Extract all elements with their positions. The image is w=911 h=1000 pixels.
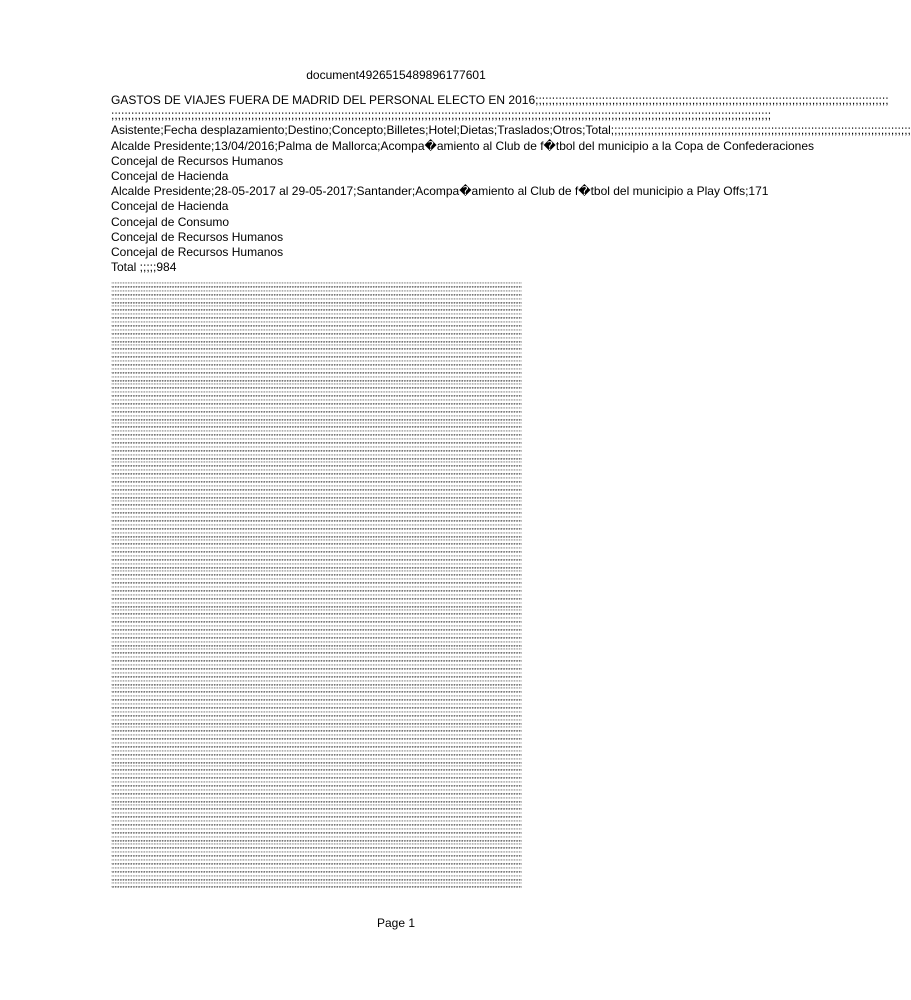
data-row: Concejal de Recursos Humanos [111, 153, 284, 168]
empty-csv-row: ;;;;;;;;;;;;;;;;;;;;;;;;;;;;;;;;;;;;;;;;;;;;;;;;;;;;;;;;;;;;;;;;;;;;;;;;;;;;;;;;;;;;;;;;;;;;;;;;;;;;;;;;;;;;;;;;;;;;;;;;;;;;;;;;;;;;;;;;;;;;;;;;;;;;;;;;;;;;;;;;;;;;;;;;;;;;;;;;;;;;;;;;;;;;;;;;;;;;;;;;;;;;;;;;;;;;;;;;;;;;;;;;;;;;;;;;;;;;;;;;;;;;;;;;;;;;; [111, 334, 522, 344]
empty-csv-row: ;;;;;;;;;;;;;;;;;;;;;;;;;;;;;;;;;;;;;;;;;;;;;;;;;;;;;;;;;;;;;;;;;;;;;;;;;;;;;;;;;;;;;;;;;;;;;;;;;;;;;;;;;;;;;;;;;;;;;;;;;;;;;;;;;;;;;;;;;;;;;;;;;;;;;;;;;;;;;;;;;;;;;;;;;;;;;;;;;;;;;;;;;;;;;;;;;;;;;;;;;;;;;;;;;;;;;;;;;;;;;;;;;;;;;;;;;;;;;;;;;;;;;;;;;;;;; [111, 280, 522, 289]
empty-csv-row: ;;;;;;;;;;;;;;;;;;;;;;;;;;;;;;;;;;;;;;;;;;;;;;;;;;;;;;;;;;;;;;;;;;;;;;;;;;;;;;;;;;;;;;;;;;;;;;;;;;;;;;;;;;;;;;;;;;;;;;;;;;;;;;;;;;;;;;;;;;;;;;;;;;;;;;;;;;;;;;;;;;;;;;;;;;;;;;;;;;;;;;;;;;;;;;;;;;;;;;;;;;;;;;;;;;;;;;;;;;;;;;;;;;;;;;;;;;;;;;;;;;;;;;;;;;;;; [111, 568, 522, 578]
data-row: Alcalde Presidente;28-05-2017 al 29-05-2017;Santander;Acompa�amiento al Club de f�tbol del municipio a Play Offs;171 [111, 184, 769, 199]
empty-csv-row: ;;;;;;;;;;;;;;;;;;;;;;;;;;;;;;;;;;;;;;;;;;;;;;;;;;;;;;;;;;;;;;;;;;;;;;;;;;;;;;;;;;;;;;;;;;;;;;;;;;;;;;;;;;;;;;;;;;;;;;;;;;;;;;;;;;;;;;;;;;;;;;;;;;;;;;;;;;;;;;;;;;;;;;;;;;;;;;;;;;;;;;;;;;;;;;;;;;;;;;;;;;;;;;;;;;;;;;;;;;;;;;;;;;;;;;;;;;;;;;;;;;;;;;;;;;;;; [111, 864, 522, 874]
empty-csv-row: ;;;;;;;;;;;;;;;;;;;;;;;;;;;;;;;;;;;;;;;;;;;;;;;;;;;;;;;;;;;;;;;;;;;;;;;;;;;;;;;;;;;;;;;;;;;;;;;;;;;;;;;;;;;;;;;;;;;;;;;;;;;;;;;;;;;;;;;;;;;;;;;;;;;;;;;;;;;;;;;;;;;;;;;;;;;;;;;;;;;;;;;;;;;;;;;;;;;;;;;;;;;;;;;;;;;;;;;;;;;;;;;;;;;;;;;;;;;;;;;;;;;;;;;;;;;;; [111, 856, 522, 866]
empty-csv-row: ;;;;;;;;;;;;;;;;;;;;;;;;;;;;;;;;;;;;;;;;;;;;;;;;;;;;;;;;;;;;;;;;;;;;;;;;;;;;;;;;;;;;;;;;;;;;;;;;;;;;;;;;;;;;;;;;;;;;;;;;;;;;;;;;;;;;;;;;;;;;;;;;;;;;;;;;;;;;;;;;;;;;;;;;;;;;;;;;;;;;;;;;;;;;;;;;;;;;;;;;;;;;;;;;;;;;;;;;;;;;;;;;;;;;;;;;;;;;;;;;;;;;;;;;;;;;; [111, 841, 522, 851]
empty-csv-row: ;;;;;;;;;;;;;;;;;;;;;;;;;;;;;;;;;;;;;;;;;;;;;;;;;;;;;;;;;;;;;;;;;;;;;;;;;;;;;;;;;;;;;;;;;;;;;;;;;;;;;;;;;;;;;;;;;;;;;;;;;;;;;;;;;;;;;;;;;;;;;;;;;;;;;;;;;;;;;;;;;;;;;;;;;;;;;;;;;;;;;;;;;;;;;;;;;;;;;;;;;;;;;;;;;;;;;;;;;;;;;;;;;;;;;;;;;;;;;;;;;;;;;;;;;;;;; [111, 630, 522, 640]
empty-csv-row: ;;;;;;;;;;;;;;;;;;;;;;;;;;;;;;;;;;;;;;;;;;;;;;;;;;;;;;;;;;;;;;;;;;;;;;;;;;;;;;;;;;;;;;;;;;;;;;;;;;;;;;;;;;;;;;;;;;;;;;;;;;;;;;;;;;;;;;;;;;;;;;;;;;;;;;;;;;;;;;;;;;;;;;;;;;;;;;;;;;;;;;;;;;;;;;;;;;;;;;;;;;;;;;;;;;;;;;;;;;;;;;;;;;;;;;;;;;;;;;;;;;;;;;;;;;;;; [111, 459, 522, 469]
empty-csv-row: ;;;;;;;;;;;;;;;;;;;;;;;;;;;;;;;;;;;;;;;;;;;;;;;;;;;;;;;;;;;;;;;;;;;;;;;;;;;;;;;;;;;;;;;;;;;;;;;;;;;;;;;;;;;;;;;;;;;;;;;;;;;;;;;;;;;;;;;;;;;;;;;;;;;;;;;;;;;;;;;;;;;;;;;;;;;;;;;;;;;;;;;;;;;;;;;;;;;;;;;;;;;;;;;;;;;;;;;;;;;;;;;;;;;;;;;;;;;;;;;;;;;;;;;;;;;;; [111, 412, 522, 422]
empty-csv-row: ;;;;;;;;;;;;;;;;;;;;;;;;;;;;;;;;;;;;;;;;;;;;;;;;;;;;;;;;;;;;;;;;;;;;;;;;;;;;;;;;;;;;;;;;;;;;;;;;;;;;;;;;;;;;;;;;;;;;;;;;;;;;;;;;;;;;;;;;;;;;;;;;;;;;;;;;;;;;;;;;;;;;;;;;;;;;;;;;;;;;;;;;;;;;;;;;;;;;;;;;;;;;;;;;;;;;;;;;;;;;;;;;;;;;;;;;;;;;;;;;;;;;;;;;;;;;; [111, 654, 522, 664]
empty-csv-row: ;;;;;;;;;;;;;;;;;;;;;;;;;;;;;;;;;;;;;;;;;;;;;;;;;;;;;;;;;;;;;;;;;;;;;;;;;;;;;;;;;;;;;;;;;;;;;;;;;;;;;;;;;;;;;;;;;;;;;;;;;;;;;;;;;;;;;;;;;;;;;;;;;;;;;;;;;;;;;;;;;;;;;;;;;;;;;;;;;;;;;;;;;;;;;;;;;;;;;;;;;;;;;;;;;;;;;;;;;;;;;;;;;;;;;;;;;;;;;;;;;;;;;;;;;;;;; [111, 786, 522, 796]
empty-csv-row: ;;;;;;;;;;;;;;;;;;;;;;;;;;;;;;;;;;;;;;;;;;;;;;;;;;;;;;;;;;;;;;;;;;;;;;;;;;;;;;;;;;;;;;;;;;;;;;;;;;;;;;;;;;;;;;;;;;;;;;;;;;;;;;;;;;;;;;;;;;;;;;;;;;;;;;;;;;;;;;;;;;;;;;;;;;;;;;;;;;;;;;;;;;;;;;;;;;;;;;;;;;;;;;;;;;;;;;;;;;;;;;;;;;;;;;;;;;;;;;;;;;;;;;;;;;;;; [111, 552, 522, 562]
empty-csv-row: ;;;;;;;;;;;;;;;;;;;;;;;;;;;;;;;;;;;;;;;;;;;;;;;;;;;;;;;;;;;;;;;;;;;;;;;;;;;;;;;;;;;;;;;;;;;;;;;;;;;;;;;;;;;;;;;;;;;;;;;;;;;;;;;;;;;;;;;;;;;;;;;;;;;;;;;;;;;;;;;;;;;;;;;;;;;;;;;;;;;;;;;;;;;;;;;;;;;;;;;;;;;;;;;;;;;;;;;;;;;;;;;;;;;;;;;;;;;;;;;;;;;;;;;;;;;;; [111, 584, 522, 594]
empty-csv-row: ;;;;;;;;;;;;;;;;;;;;;;;;;;;;;;;;;;;;;;;;;;;;;;;;;;;;;;;;;;;;;;;;;;;;;;;;;;;;;;;;;;;;;;;;;;;;;;;;;;;;;;;;;;;;;;;;;;;;;;;;;;;;;;;;;;;;;;;;;;;;;;;;;;;;;;;;;;;;;;;;;;;;;;;;;;;;;;;;;;;;;;;;;;;;;;;;;;;;;;;;;;;;;;;;;;;;;;;;;;;;;;;;;;;;;;;;;;;;;;;;;;;;;;;;;;;;; [111, 381, 522, 391]
data-row: Concejal de Consumo [111, 214, 230, 229]
empty-csv-rows [111, 281, 792, 894]
data-row: Concejal de Recursos Humanos [111, 229, 284, 244]
empty-csv-row: ;;;;;;;;;;;;;;;;;;;;;;;;;;;;;;;;;;;;;;;;;;;;;;;;;;;;;;;;;;;;;;;;;;;;;;;;;;;;;;;;;;;;;;;;;;;;;;;;;;;;;;;;;;;;;;;;;;;;;;;;;;;;;;;;;;;;;;;;;;;;;;;;;;;;;;;;;;;;;;;;;;;;;;;;;;;;;;;;;;;;;;;;;;;;;;;;;;;;;;;;;;;;;;;;;;;;;;;;;;;;;;;;;;;;;;;;;;;;;;;;;;;;;;;;;;;;; [111, 498, 522, 508]
empty-csv-row: ;;;;;;;;;;;;;;;;;;;;;;;;;;;;;;;;;;;;;;;;;;;;;;;;;;;;;;;;;;;;;;;;;;;;;;;;;;;;;;;;;;;;;;;;;;;;;;;;;;;;;;;;;;;;;;;;;;;;;;;;;;;;;;;;;;;;;;;;;;;;;;;;;;;;;;;;;;;;;;;;;;;;;;;;;;;;;;;;;;;;;;;;;;;;;;;;;;;;;;;;;;;;;;;;;;;;;;;;;;;;;;;;;;;;;;;;;;;;;;;;;;;;;;;;;;;;; [111, 365, 522, 375]
empty-csv-row: ;;;;;;;;;;;;;;;;;;;;;;;;;;;;;;;;;;;;;;;;;;;;;;;;;;;;;;;;;;;;;;;;;;;;;;;;;;;;;;;;;;;;;;;;;;;;;;;;;;;;;;;;;;;;;;;;;;;;;;;;;;;;;;;;;;;;;;;;;;;;;;;;;;;;;;;;;;;;;;;;;;;;;;;;;;;;;;;;;;;;;;;;;;;;;;;;;;;;;;;;;;;;;;;;;;;;;;;;;;;;;;;;;;;;;;;;;;;;;;;;;;;;;;;;;;;;; [111, 591, 522, 601]
empty-csv-row: ;;;;;;;;;;;;;;;;;;;;;;;;;;;;;;;;;;;;;;;;;;;;;;;;;;;;;;;;;;;;;;;;;;;;;;;;;;;;;;;;;;;;;;;;;;;;;;;;;;;;;;;;;;;;;;;;;;;;;;;;;;;;;;;;;;;;;;;;;;;;;;;;;;;;;;;;;;;;;;;;;;;;;;;;;;;;;;;;;;;;;;;;;;;;;;;;;;;;;;;;;;;;;;;;;;;;;;;;;;;;;;;;;;;;;;;;;;;;;;;;;;;;;;;;;;;;; [111, 732, 522, 742]
empty-csv-row: ;;;;;;;;;;;;;;;;;;;;;;;;;;;;;;;;;;;;;;;;;;;;;;;;;;;;;;;;;;;;;;;;;;;;;;;;;;;;;;;;;;;;;;;;;;;;;;;;;;;;;;;;;;;;;;;;;;;;;;;;;;;;;;;;;;;;;;;;;;;;;;;;;;;;;;;;;;;;;;;;;;;;;;;;;;;;;;;;;;;;;;;;;;;;;;;;;;;;;;;;;;;;;;;;;;;;;;;;;;;;;;;;;;;;;;;;;;;;;;;;;;;;;;;;;;;;; [111, 623, 522, 633]
empty-csv-row: ;;;;;;;;;;;;;;;;;;;;;;;;;;;;;;;;;;;;;;;;;;;;;;;;;;;;;;;;;;;;;;;;;;;;;;;;;;;;;;;;;;;;;;;;;;;;;;;;;;;;;;;;;;;;;;;;;;;;;;;;;;;;;;;;;;;;;;;;;;;;;;;;;;;;;;;;;;;;;;;;;;;;;;;;;;;;;;;;;;;;;;;;;;;;;;;;;;;;;;;;;;;;;;;;;;;;;;;;;;;;;;;;;;;;;;;;;;;;;;;;;;;;;;;;;;;;; [111, 833, 522, 843]
empty-csv-row: ;;;;;;;;;;;;;;;;;;;;;;;;;;;;;;;;;;;;;;;;;;;;;;;;;;;;;;;;;;;;;;;;;;;;;;;;;;;;;;;;;;;;;;;;;;;;;;;;;;;;;;;;;;;;;;;;;;;;;;;;;;;;;;;;;;;;;;;;;;;;;;;;;;;;;;;;;;;;;;;;;;;;;;;;;;;;;;;;;;;;;;;;;;;;;;;;;;;;;;;;;;;;;;;;;;;;;;;;;;;;;;;;;;;;;;;;;;;;;;;;;;;;;;;;;;;;; [111, 716, 522, 726]
empty-csv-row: ;;;;;;;;;;;;;;;;;;;;;;;;;;;;;;;;;;;;;;;;;;;;;;;;;;;;;;;;;;;;;;;;;;;;;;;;;;;;;;;;;;;;;;;;;;;;;;;;;;;;;;;;;;;;;;;;;;;;;;;;;;;;;;;;;;;;;;;;;;;;;;;;;;;;;;;;;;;;;;;;;;;;;;;;;;;;;;;;;;;;;;;;;;;;;;;;;;;;;;;;;;;;;;;;;;;;;;;;;;;;;;;;;;;;;;;;;;;;;;;;;;;;;;;;;;;;; [111, 576, 522, 586]
empty-csv-row: ;;;;;;;;;;;;;;;;;;;;;;;;;;;;;;;;;;;;;;;;;;;;;;;;;;;;;;;;;;;;;;;;;;;;;;;;;;;;;;;;;;;;;;;;;;;;;;;;;;;;;;;;;;;;;;;;;;;;;;;;;;;;;;;;;;;;;;;;;;;;;;;;;;;;;;;;;;;;;;;;;;;;;;;;;;;;;;;;;;;;;;;;;;;;;;;;;;;;;;;;;;;;;;;;;;;;;;;;;;;;;;;;;;;;;;;;;;;;;;;;;;;;;;;;;;;;; [111, 849, 522, 859]
empty-csv-row: ;;;;;;;;;;;;;;;;;;;;;;;;;;;;;;;;;;;;;;;;;;;;;;;;;;;;;;;;;;;;;;;;;;;;;;;;;;;;;;;;;;;;;;;;;;;;;;;;;;;;;;;;;;;;;;;;;;;;;;;;;;;;;;;;;;;;;;;;;;;;;;;;;;;;;;;;;;;;;;;;;;;;;;;;;;;;;;;;;;;;;;;;;;;;;;;;;;;;;;;;;;;;;;;;;;;;;;;;;;;;;;;;;;;;;;;;;;;;;;;;;;;;;;;;;;;;; [111, 521, 522, 531]
document-body [111, 93, 911, 275]
empty-csv-row: ;;;;;;;;;;;;;;;;;;;;;;;;;;;;;;;;;;;;;;;;;;;;;;;;;;;;;;;;;;;;;;;;;;;;;;;;;;;;;;;;;;;;;;;;;;;;;;;;;;;;;;;;;;;;;;;;;;;;;;;;;;;;;;;;;;;;;;;;;;;;;;;;;;;;;;;;;;;;;;;;;;;;;;;;;;;;;;;;;;;;;;;;;;;;;;;;;;;;;;;;;;;;;;;;;;;;;;;;;;;;;;;;;;;;;;;;;;;;;;;;;;;;;;;;;;;;; [111, 646, 522, 656]
empty-csv-row: ;;;;;;;;;;;;;;;;;;;;;;;;;;;;;;;;;;;;;;;;;;;;;;;;;;;;;;;;;;;;;;;;;;;;;;;;;;;;;;;;;;;;;;;;;;;;;;;;;;;;;;;;;;;;;;;;;;;;;;;;;;;;;;;;;;;;;;;;;;;;;;;;;;;;;;;;;;;;;;;;;;;;;;;;;;;;;;;;;;;;;;;;;;;;;;;;;;;;;;;;;;;;;;;;;;;;;;;;;;;;;;;;;;;;;;;;;;;;;;;;;;;;;;;;;;;;; [111, 724, 522, 734]
empty-csv-row: ;;;;;;;;;;;;;;;;;;;;;;;;;;;;;;;;;;;;;;;;;;;;;;;;;;;;;;;;;;;;;;;;;;;;;;;;;;;;;;;;;;;;;;;;;;;;;;;;;;;;;;;;;;;;;;;;;;;;;;;;;;;;;;;;;;;;;;;;;;;;;;;;;;;;;;;;;;;;;;;;;;;;;;;;;;;;;;;;;;;;;;;;;;;;;;;;;;;;;;;;;;;;;;;;;;;;;;;;;;;;;;;;;;;;;;;;;;;;;;;;;;;;;;;;;;;;; [111, 474, 522, 484]
empty-csv-row: ;;;;;;;;;;;;;;;;;;;;;;;;;;;;;;;;;;;;;;;;;;;;;;;;;;;;;;;;;;;;;;;;;;;;;;;;;;;;;;;;;;;;;;;;;;;;;;;;;;;;;;;;;;;;;;;;;;;;;;;;;;;;;;;;;;;;;;;;;;;;;;;;;;;;;;;;;;;;;;;;;;;;;;;;;;;;;;;;;;;;;;;;;;;;;;;;;;;;;;;;;;;;;;;;;;;;;;;;;;;;;;;;;;;;;;;;;;;;;;;;;;;;;;;;;;;;; [111, 357, 522, 367]
report-heading: GASTOS DE VIAJES FUERA DE MADRID DEL PERSONAL ELECTO EN 2016;;;;;;;;;;;;;;;;;;;;;;;;;;;;;;;;;;;;;;;;;;;;;;;;;;;;;;;;;;;;;;;;;;;;;;;;;;;;;;;;;;;;;;;;;;;;;;;;;;;;;;;;;; [111, 93, 889, 107]
total-row: Total ;;;;;984 [111, 260, 177, 275]
data-row: Concejal de Hacienda [111, 168, 229, 183]
empty-csv-row: ;;;;;;;;;;;;;;;;;;;;;;;;;;;;;;;;;;;;;;;;;;;;;;;;;;;;;;;;;;;;;;;;;;;;;;;;;;;;;;;;;;;;;;;;;;;;;;;;;;;;;;;;;;;;;;;;;;;;;;;;;;;;;;;;;;;;;;;;;;;;;;;;;;;;;;;;;;;;;;;;;;;;;;;;;;;;;;;;;;;;;;;;;;;;;;;;;;;;;;;;;;;;;;;;;;;;;;;;;;;;;;;;;;;;;;;;;;;;;;;;;;;;;;;;;;;;; [111, 451, 522, 461]
empty-csv-row: ;;;;;;;;;;;;;;;;;;;;;;;;;;;;;;;;;;;;;;;;;;;;;;;;;;;;;;;;;;;;;;;;;;;;;;;;;;;;;;;;;;;;;;;;;;;;;;;;;;;;;;;;;;;;;;;;;;;;;;;;;;;;;;;;;;;;;;;;;;;;;;;;;;;;;;;;;;;;;;;;;;;;;;;;;;;;;;;;;;;;;;;;;;;;;;;;;;;;;;;;;;;;;;;;;;;;;;;;;;;;;;;;;;;;;;;;;;;;;;;;;;;;;;;;;;;;; [111, 872, 522, 882]
page-number: Page 1 [376, 916, 416, 930]
empty-csv-row: ;;;;;;;;;;;;;;;;;;;;;;;;;;;;;;;;;;;;;;;;;;;;;;;;;;;;;;;;;;;;;;;;;;;;;;;;;;;;;;;;;;;;;;;;;;;;;;;;;;;;;;;;;;;;;;;;;;;;;;;;;;;;;;;;;;;;;;;;;;;;;;;;;;;;;;;;;;;;;;;;;;;;;;;;;;;;;;;;;;;;;;;;;;;;;;;;;;;;;;;;;;;;;;;;;;;;;;;;;;;;;;;;;;;;;;;;;;;;;;;;;;;;;;;;;;;;; [111, 545, 522, 555]
data-row: Alcalde Presidente;13/04/2016;Palma de Mallorca;Acompa�amiento al Club de f�tbol del municipio a la Copa de Confederaciones [111, 138, 815, 153]
empty-csv-row: ;;;;;;;;;;;;;;;;;;;;;;;;;;;;;;;;;;;;;;;;;;;;;;;;;;;;;;;;;;;;;;;;;;;;;;;;;;;;;;;;;;;;;;;;;;;;;;;;;;;;;;;;;;;;;;;;;;;;;;;;;;;;;;;;;;;;;;;;;;;;;;;;;;;;;;;;;;;;;;;;;;;;;;;;;;;;;;;;;;;;;;;;;;;;;;;;;;;;;;;;;;;;;;;;;;;;;;;;;;;;;;;;;;;;;;;;;;;;;;;;;;;;;;;;;;;;; [111, 373, 522, 383]
empty-csv-row: ;;;;;;;;;;;;;;;;;;;;;;;;;;;;;;;;;;;;;;;;;;;;;;;;;;;;;;;;;;;;;;;;;;;;;;;;;;;;;;;;;;;;;;;;;;;;;;;;;;;;;;;;;;;;;;;;;;;;;;;;;;;;;;;;;;;;;;;;;;;;;;;;;;;;;;;;;;;;;;;;;;;;;;;;;;;;;;;;;;;;;;;;;;;;;;;;;;;;;;;;;;;;;;;;;;;;;;;;;;;;;;;;;;;;;;;;;;;;;;;;;;;;;;;;;;;;; [111, 747, 522, 757]
empty-csv-row: ;;;;;;;;;;;;;;;;;;;;;;;;;;;;;;;;;;;;;;;;;;;;;;;;;;;;;;;;;;;;;;;;;;;;;;;;;;;;;;;;;;;;;;;;;;;;;;;;;;;;;;;;;;;;;;;;;;;;;;;;;;;;;;;;;;;;;;;;;;;;;;;;;;;;;;;;;;;;;;;;;;;;;;;;;;;;;;;;;;;;;;;;;;;;;;;;;;;;;;;;;;;;;;;;;;;;;;;;;;;;;;;;;;;;;;;;;;;;;;;;;;;;;;;;;;;;; [111, 825, 522, 835]
empty-csv-row: ;;;;;;;;;;;;;;;;;;;;;;;;;;;;;;;;;;;;;;;;;;;;;;;;;;;;;;;;;;;;;;;;;;;;;;;;;;;;;;;;;;;;;;;;;;;;;;;;;;;;;;;;;;;;;;;;;;;;;;;;;;;;;;;;;;;;;;;;;;;;;;;;;;;;;;;;;;;;;;;;;;;;;;;;;;;;;;;;;;;;;;;;;;;;;;;;;;;;;;;;;;;;;;;;;;;;;;;;;;;;;;;;;;;;;;;;;;;;;;;;;;;;;;;;;;;;; [111, 708, 522, 718]
empty-csv-row: ;;;;;;;;;;;;;;;;;;;;;;;;;;;;;;;;;;;;;;;;;;;;;;;;;;;;;;;;;;;;;;;;;;;;;;;;;;;;;;;;;;;;;;;;;;;;;;;;;;;;;;;;;;;;;;;;;;;;;;;;;;;;;;;;;;;;;;;;;;;;;;;;;;;;;;;;;;;;;;;;;;;;;;;;;;;;;;;;;;;;;;;;;;;;;;;;;;;;;;;;;;;;;;;;;;;;;;;;;;;;;;;;;;;;;;;;;;;;;;;;;;;;;;;;;;;;; [111, 669, 522, 679]
empty-csv-row: ;;;;;;;;;;;;;;;;;;;;;;;;;;;;;;;;;;;;;;;;;;;;;;;;;;;;;;;;;;;;;;;;;;;;;;;;;;;;;;;;;;;;;;;;;;;;;;;;;;;;;;;;;;;;;;;;;;;;;;;;;;;;;;;;;;;;;;;;;;;;;;;;;;;;;;;;;;;;;;;;;;;;;;;;;;;;;;;;;;;;;;;;;;;;;;;;;;;;;;;;;;;;;;;;;;;;;;;;;;;;;;;;;;;;;;;;;;;;;;;;;;;;;;;;;;;;; [111, 794, 522, 804]
empty-csv-row: ;;;;;;;;;;;;;;;;;;;;;;;;;;;;;;;;;;;;;;;;;;;;;;;;;;;;;;;;;;;;;;;;;;;;;;;;;;;;;;;;;;;;;;;;;;;;;;;;;;;;;;;;;;;;;;;;;;;;;;;;;;;;;;;;;;;;;;;;;;;;;;;;;;;;;;;;;;;;;;;;;;;;;;;;;;;;;;;;;;;;;;;;;;;;;;;;;;;;;;;;;;;;;;;;;;;;;;;;;;;;;;;;;;;;;;;;;;;;;;;;;;;;;;;;;;;;; [111, 638, 522, 648]
empty-csv-row: ;;;;;;;;;;;;;;;;;;;;;;;;;;;;;;;;;;;;;;;;;;;;;;;;;;;;;;;;;;;;;;;;;;;;;;;;;;;;;;;;;;;;;;;;;;;;;;;;;;;;;;;;;;;;;;;;;;;;;;;;;;;;;;;;;;;;;;;;;;;;;;;;;;;;;;;;;;;;;;;;;;;;;;;;;;;;;;;;;;;;;;;;;;;;;;;;;;;;;;;;;;;;;;;;;;;;;;;;;;;;;;;;;;;;;;;;;;;;;;;;;;;;;;;;;;;;; [111, 817, 522, 827]
empty-csv-row: ;;;;;;;;;;;;;;;;;;;;;;;;;;;;;;;;;;;;;;;;;;;;;;;;;;;;;;;;;;;;;;;;;;;;;;;;;;;;;;;;;;;;;;;;;;;;;;;;;;;;;;;;;;;;;;;;;;;;;;;;;;;;;;;;;;;;;;;;;;;;;;;;;;;;;;;;;;;;;;;;;;;;;;;;;;;;;;;;;;;;;;;;;;;;;;;;;;;;;;;;;;;;;;;;;;;;;;;;;;;;;;;;;;;;;;;;;;;;;;;;;;;;;;;;;;;;; [111, 599, 522, 609]
column-header-row: Asistente;Fecha desplazamiento;Destino;Concepto;Billetes;Hotel;Dietas;Traslados;Otros;Total;;;;;;;;;;;;;;;;;;;;;;;;;;;;;;;;;;;;;;;;;;;;;;;;;;;;;;;;;;;;;;;;;;;;;;;;;;;;;;;;;;;;;;;;;; [111, 123, 911, 138]
empty-csv-row: ;;;;;;;;;;;;;;;;;;;;;;;;;;;;;;;;;;;;;;;;;;;;;;;;;;;;;;;;;;;;;;;;;;;;;;;;;;;;;;;;;;;;;;;;;;;;;;;;;;;;;;;;;;;;;;;;;;;;;;;;;;;;;;;;;;;;;;;;;;;;;;;;;;;;;;;;;;;;;;;;;;;;;;;;;;;;;;;;;;;;;;;;;;;;;;;;;;;;;;;;;;;;;;;;;;;;;;;;;;;;;;;;;;;;;;;;;;;;;;;;;;;;;;;;;;;;; [111, 779, 522, 788]
empty-csv-row: ;;;;;;;;;;;;;;;;;;;;;;;;;;;;;;;;;;;;;;;;;;;;;;;;;;;;;;;;;;;;;;;;;;;;;;;;;;;;;;;;;;;;;;;;;;;;;;;;;;;;;;;;;;;;;;;;;;;;;;;;;;;;;;;;;;;;;;;;;;;;;;;;;;;;;;;;;;;;;;;;;;;;;;;;;;;;;;;;;;;;;;;;;;;;;;;;;;;;;;;;;;;;;;;;;;;;;;;;;;;;;;;;;;;;;;;;;;;;;;;;;;;;;;;;;;;;; [111, 685, 522, 695]
empty-csv-row: ;;;;;;;;;;;;;;;;;;;;;;;;;;;;;;;;;;;;;;;;;;;;;;;;;;;;;;;;;;;;;;;;;;;;;;;;;;;;;;;;;;;;;;;;;;;;;;;;;;;;;;;;;;;;;;;;;;;;;;;;;;;;;;;;;;;;;;;;;;;;;;;;;;;;;;;;;;;;;;;;;;;;;;;;;;;;;;;;;;;;;;;;;;;;;;;;;;;;;;;;;;;;;;;;;;;;;;;;;;;;;;;;;;;;;;;;;;;;;;;;;;;;;;;;;;;;; [111, 428, 522, 438]
empty-csv-row: ;;;;;;;;;;;;;;;;;;;;;;;;;;;;;;;;;;;;;;;;;;;;;;;;;;;;;;;;;;;;;;;;;;;;;;;;;;;;;;;;;;;;;;;;;;;;;;;;;;;;;;;;;;;;;;;;;;;;;;;;;;;;;;;;;;;;;;;;;;;;;;;;;;;;;;;;;;;;;;;;;;;;;;;;;;;;;;;;;;;;;;;;;;;;;;;;;;;;;;;;;;;;;;;;;;;;;;;;;;;;;;;;;;;;;;;;;;;;;;;;;;;;;;;;;;;;; [111, 529, 522, 539]
empty-csv-row: ;;;;;;;;;;;;;;;;;;;;;;;;;;;;;;;;;;;;;;;;;;;;;;;;;;;;;;;;;;;;;;;;;;;;;;;;;;;;;;;;;;;;;;;;;;;;;;;;;;;;;;;;;;;;;;;;;;;;;;;;;;;;;;;;;;;;;;;;;;;;;;;;;;;;;;;;;;;;;;;;;;;;;;;;;;;;;;;;;;;;;;;;;;;;;;;;;;;;;;;;;;;;;;;;;;;;;;;;;;;;;;;;;;;;;;;;;;;;;;;;;;;;;;;;;;;;; [111, 615, 522, 625]
empty-csv-row: ;;;;;;;;;;;;;;;;;;;;;;;;;;;;;;;;;;;;;;;;;;;;;;;;;;;;;;;;;;;;;;;;;;;;;;;;;;;;;;;;;;;;;;;;;;;;;;;;;;;;;;;;;;;;;;;;;;;;;;;;;;;;;;;;;;;;;;;;;;;;;;;;;;;;;;;;;;;;;;;;;;;;;;;;;;;;;;;;;;;;;;;;;;;;;;;;;;;;;;;;;;;;;;;;;;;;;;;;;;;;;;;;;;;;;;;;;;;;;;;;;;;;;;;;;;;;; [111, 810, 522, 820]
empty-csv-row: ;;;;;;;;;;;;;;;;;;;;;;;;;;;;;;;;;;;;;;;;;;;;;;;;;;;;;;;;;;;;;;;;;;;;;;;;;;;;;;;;;;;;;;;;;;;;;;;;;;;;;;;;;;;;;;;;;;;;;;;;;;;;;;;;;;;;;;;;;;;;;;;;;;;;;;;;;;;;;;;;;;;;;;;;;;;;;;;;;;;;;;;;;;;;;;;;;;;;;;;;;;;;;;;;;;;;;;;;;;;;;;;;;;;;;;;;;;;;;;;;;;;;;;;;;;;;; [111, 311, 522, 321]
empty-csv-row: ;;;;;;;;;;;;;;;;;;;;;;;;;;;;;;;;;;;;;;;;;;;;;;;;;;;;;;;;;;;;;;;;;;;;;;;;;;;;;;;;;;;;;;;;;;;;;;;;;;;;;;;;;;;;;;;;;;;;;;;;;;;;;;;;;;;;;;;;;;;;;;;;;;;;;;;;;;;;;;;;;;;;;;;;;;;;;;;;;;;;;;;;;;;;;;;;;;;;;;;;;;;;;;;;;;;;;;;;;;;;;;;;;;;;;;;;;;;;;;;;;;;;;;;;;;;;; [111, 420, 522, 430]
empty-csv-row: ;;;;;;;;;;;;;;;;;;;;;;;;;;;;;;;;;;;;;;;;;;;;;;;;;;;;;;;;;;;;;;;;;;;;;;;;;;;;;;;;;;;;;;;;;;;;;;;;;;;;;;;;;;;;;;;;;;;;;;;;;;;;;;;;;;;;;;;;;;;;;;;;;;;;;;;;;;;;;;;;;;;;;;;;;;;;;;;;;;;;;;;;;;;;;;;;;;;;;;;;;;;;;;;;;;;;;;;;;;;;;;;;;;;;;;;;;;;;;;;;;;;;;;;;;;;;; [111, 677, 522, 687]
empty-csv-row: ;;;;;;;;;;;;;;;;;;;;;;;;;;;;;;;;;;;;;;;;;;;;;;;;;;;;;;;;;;;;;;;;;;;;;;;;;;;;;;;;;;;;;;;;;;;;;;;;;;;;;;;;;;;;;;;;;;;;;;;;;;;;;;;;;;;;;;;;;;;;;;;;;;;;;;;;;;;;;;;;;;;;;;;;;;;;;;;;;;;;;;;;;;;;;;;;;;;;;;;;;;;;;;;;;;;;;;;;;;;;;;;;;;;;;;;;;;;;;;;;;;;;;;;;;;;;; [111, 404, 522, 414]
empty-csv-row: ;;;;;;;;;;;;;;;;;;;;;;;;;;;;;;;;;;;;;;;;;;;;;;;;;;;;;;;;;;;;;;;;;;;;;;;;;;;;;;;;;;;;;;;;;;;;;;;;;;;;;;;;;;;;;;;;;;;;;;;;;;;;;;;;;;;;;;;;;;;;;;;;;;;;;;;;;;;;;;;;;;;;;;;;;;;;;;;;;;;;;;;;;;;;;;;;;;;;;;;;;;;;;;;;;;;;;;;;;;;;;;;;;;;;;;;;;;;;;;;;;;;;;;;;;;;;; [111, 318, 522, 328]
empty-csv-row: ;;;;;;;;;;;;;;;;;;;;;;;;;;;;;;;;;;;;;;;;;;;;;;;;;;;;;;;;;;;;;;;;;;;;;;;;;;;;;;;;;;;;;;;;;;;;;;;;;;;;;;;;;;;;;;;;;;;;;;;;;;;;;;;;;;;;;;;;;;;;;;;;;;;;;;;;;;;;;;;;;;;;;;;;;;;;;;;;;;;;;;;;;;;;;;;;;;;;;;;;;;;;;;;;;;;;;;;;;;;;;;;;;;;;;;;;;;;;;;;;;;;;;;;;;;;;; [111, 435, 522, 445]
empty-csv-row: ;;;;;;;;;;;;;;;;;;;;;;;;;;;;;;;;;;;;;;;;;;;;;;;;;;;;;;;;;;;;;;;;;;;;;;;;;;;;;;;;;;;;;;;;;;;;;;;;;;;;;;;;;;;;;;;;;;;;;;;;;;;;;;;;;;;;;;;;;;;;;;;;;;;;;;;;;;;;;;;;;;;;;;;;;;;;;;;;;;;;;;;;;;;;;;;;;;;;;;;;;;;;;;;;;;;;;;;;;;;;;;;;;;;;;;;;;;;;;;;;;;;;;;;;;;;;; [111, 771, 522, 781]
data-row: Concejal de Hacienda [111, 199, 229, 214]
data-row: Concejal de Recursos Humanos [111, 244, 284, 259]
empty-csv-row: ;;;;;;;;;;;;;;;;;;;;;;;;;;;;;;;;;;;;;;;;;;;;;;;;;;;;;;;;;;;;;;;;;;;;;;;;;;;;;;;;;;;;;;;;;;;;;;;;;;;;;;;;;;;;;;;;;;;;;;;;;;;;;;;;;;;;;;;;;;;;;;;;;;;;;;;;;;;;;;;;;;;;;;;;;;;;;;;;;;;;;;;;;;;;;;;;;;;;;;;;;;;;;;;;;;;;;;;;;;;;;;;;;;;;;;;;;;;;;;;;;;;;;;;;;;;;; [111, 490, 522, 500]
empty-csv-row: ;;;;;;;;;;;;;;;;;;;;;;;;;;;;;;;;;;;;;;;;;;;;;;;;;;;;;;;;;;;;;;;;;;;;;;;;;;;;;;;;;;;;;;;;;;;;;;;;;;;;;;;;;;;;;;;;;;;;;;;;;;;;;;;;;;;;;;;;;;;;;;;;;;;;;;;;;;;;;;;;;;;;;;;;;;;;;;;;;;;;;;;;;;;;;;;;;;;;;;;;;;;;;;;;;;;;;;;;;;;;;;;;;;;;;;;;;;;;;;;;;;;;;;;;;;;;; [111, 295, 522, 305]
empty-csv-row: ;;;;;;;;;;;;;;;;;;;;;;;;;;;;;;;;;;;;;;;;;;;;;;;;;;;;;;;;;;;;;;;;;;;;;;;;;;;;;;;;;;;;;;;;;;;;;;;;;;;;;;;;;;;;;;;;;;;;;;;;;;;;;;;;;;;;;;;;;;;;;;;;;;;;;;;;;;;;;;;;;;;;;;;;;;;;;;;;;;;;;;;;;;;;;;;;;;;;;;;;;;;;;;;;;;;;;;;;;;;;;;;;;;;;;;;;;;;;;;;;;;;;;;;;;;;;; [111, 802, 522, 812]
empty-csv-row: ;;;;;;;;;;;;;;;;;;;;;;;;;;;;;;;;;;;;;;;;;;;;;;;;;;;;;;;;;;;;;;;;;;;;;;;;;;;;;;;;;;;;;;;;;;;;;;;;;;;;;;;;;;;;;;;;;;;;;;;;;;;;;;;;;;;;;;;;;;;;;;;;;;;;;;;;;;;;;;;;;;;;;;;;;;;;;;;;;;;;;;;;;;;;;;;;;;;;;;;;;;;;;;;;;;;;;;;;;;;;;;;;;;;;;;;;;;;;;;;;;;;;;;;;;;;;; [111, 326, 522, 336]
empty-csv-row: ;;;;;;;;;;;;;;;;;;;;;;;;;;;;;;;;;;;;;;;;;;;;;;;;;;;;;;;;;;;;;;;;;;;;;;;;;;;;;;;;;;;;;;;;;;;;;;;;;;;;;;;;;;;;;;;;;;;;;;;;;;;;;;;;;;;;;;;;;;;;;;;;;;;;;;;;;;;;;;;;;;;;;;;;;;;;;;;;;;;;;;;;;;;;;;;;;;;;;;;;;;;;;;;;;;;;;;;;;;;;;;;;;;;;;;;;;;;;;;;;;;;;;;;;;;;;; [111, 506, 522, 516]
empty-csv-row: ;;;;;;;;;;;;;;;;;;;;;;;;;;;;;;;;;;;;;;;;;;;;;;;;;;;;;;;;;;;;;;;;;;;;;;;;;;;;;;;;;;;;;;;;;;;;;;;;;;;;;;;;;;;;;;;;;;;;;;;;;;;;;;;;;;;;;;;;;;;;;;;;;;;;;;;;;;;;;;;;;;;;;;;;;;;;;;;;;;;;;;;;;;;;;;;;;;;;;;;;;;;;;;;;;;;;;;;;;;;;;;;;;;;;;;;;;;;;;;;;;;;;;;;;;;;;; [111, 763, 522, 773]
empty-csv-row: ;;;;;;;;;;;;;;;;;;;;;;;;;;;;;;;;;;;;;;;;;;;;;;;;;;;;;;;;;;;;;;;;;;;;;;;;;;;;;;;;;;;;;;;;;;;;;;;;;;;;;;;;;;;;;;;;;;;;;;;;;;;;;;;;;;;;;;;;;;;;;;;;;;;;;;;;;;;;;;;;;;;;;;;;;;;;;;;;;;;;;;;;;;;;;;;;;;;;;;;;;;;;;;;;;;;;;;;;;;;;;;;;;;;;;;;;;;;;;;;;;;;;;;;;;;;;; [111, 350, 522, 360]
empty-csv-row: ;;;;;;;;;;;;;;;;;;;;;;;;;;;;;;;;;;;;;;;;;;;;;;;;;;;;;;;;;;;;;;;;;;;;;;;;;;;;;;;;;;;;;;;;;;;;;;;;;;;;;;;;;;;;;;;;;;;;;;;;;;;;;;;;;;;;;;;;;;;;;;;;;;;;;;;;;;;;;;;;;;;;;;;;;;;;;;;;;;;;;;;;;;;;;;;;;;;;;;;;;;;;;;;;;;;;;;;;;;;;;;;;;;;;;;;;;;;;;;;;;;;;;;;;;;;;; [111, 342, 522, 352]
empty-csv-row: ;;;;;;;;;;;;;;;;;;;;;;;;;;;;;;;;;;;;;;;;;;;;;;;;;;;;;;;;;;;;;;;;;;;;;;;;;;;;;;;;;;;;;;;;;;;;;;;;;;;;;;;;;;;;;;;;;;;;;;;;;;;;;;;;;;;;;;;;;;;;;;;;;;;;;;;;;;;;;;;;;;;;;;;;;;;;;;;;;;;;;;;;;;;;;;;;;;;;;;;;;;;;;;;;;;;;;;;;;;;;;;;;;;;;;;;;;;;;;;;;;;;;;;;;;;;;; [111, 880, 522, 890]
empty-csv-row: ;;;;;;;;;;;;;;;;;;;;;;;;;;;;;;;;;;;;;;;;;;;;;;;;;;;;;;;;;;;;;;;;;;;;;;;;;;;;;;;;;;;;;;;;;;;;;;;;;;;;;;;;;;;;;;;;;;;;;;;;;;;;;;;;;;;;;;;;;;;;;;;;;;;;;;;;;;;;;;;;;;;;;;;;;;;;;;;;;;;;;;;;;;;;;;;;;;;;;;;;;;;;;;;;;;;;;;;;;;;;;;;;;;;;;;;;;;;;;;;;;;;;;;;;;;;;; [111, 513, 522, 523]
empty-csv-row: ;;;;;;;;;;;;;;;;;;;;;;;;;;;;;;;;;;;;;;;;;;;;;;;;;;;;;;;;;;;;;;;;;;;;;;;;;;;;;;;;;;;;;;;;;;;;;;;;;;;;;;;;;;;;;;;;;;;;;;;;;;;;;;;;;;;;;;;;;;;;;;;;;;;;;;;;;;;;;;;;;;;;;;;;;;;;;;;;;;;;;;;;;;;;;;;;;;;;;;;;;;;;;;;;;;;;;;;;;;;;;;;;;;;;;;;;;;;;;;;;;;;;;;;;;;;;; [111, 537, 522, 547]
empty-csv-row: ;;;;;;;;;;;;;;;;;;;;;;;;;;;;;;;;;;;;;;;;;;;;;;;;;;;;;;;;;;;;;;;;;;;;;;;;;;;;;;;;;;;;;;;;;;;;;;;;;;;;;;;;;;;;;;;;;;;;;;;;;;;;;;;;;;;;;;;;;;;;;;;;;;;;;;;;;;;;;;;;;;;;;;;;;;;;;;;;;;;;;;;;;;;;;;;;;;;;;;;;;;;;;;;;;;;;;;;;;;;;;;;;;;;;;;;;;;;;;;;;;;;;;;;;;;;;; [111, 287, 522, 297]
empty-csv-row: ;;;;;;;;;;;;;;;;;;;;;;;;;;;;;;;;;;;;;;;;;;;;;;;;;;;;;;;;;;;;;;;;;;;;;;;;;;;;;;;;;;;;;;;;;;;;;;;;;;;;;;;;;;;;;;;;;;;;;;;;;;;;;;;;;;;;;;;;;;;;;;;;;;;;;;;;;;;;;;;;;;;;;;;;;;;;;;;;;;;;;;;;;;;;;;;;;;;;;;;;;;;;;;;;;;;;;;;;;;;;;;;;;;;;;;;;;;;;;;;;;;;;;;;;;;;;; [111, 662, 522, 672]
empty-csv-row: ;;;;;;;;;;;;;;;;;;;;;;;;;;;;;;;;;;;;;;;;;;;;;;;;;;;;;;;;;;;;;;;;;;;;;;;;;;;;;;;;;;;;;;;;;;;;;;;;;;;;;;;;;;;;;;;;;;;;;;;;;;;;;;;;;;;;;;;;;;;;;;;;;;;;;;;;;;;;;;;;;;;;;;;;;;;;;;;;;;;;;;;;;;;;;;;;;;;;;;;;;;;;;;;;;;;;;;;;;;;;;;;;;;;;;;;;;;;;;;;;;;;;;;;;;;;;; [111, 396, 522, 406]
empty-csv-row: ;;;;;;;;;;;;;;;;;;;;;;;;;;;;;;;;;;;;;;;;;;;;;;;;;;;;;;;;;;;;;;;;;;;;;;;;;;;;;;;;;;;;;;;;;;;;;;;;;;;;;;;;;;;;;;;;;;;;;;;;;;;;;;;;;;;;;;;;;;;;;;;;;;;;;;;;;;;;;;;;;;;;;;;;;;;;;;;;;;;;;;;;;;;;;;;;;;;;;;;;;;;;;;;;;;;;;;;;;;;;;;;;;;;;;;;;;;;;;;;;;;;;;;;;;;;;; [111, 607, 522, 617]
empty-csv-row: ;;;;;;;;;;;;;;;;;;;;;;;;;;;;;;;;;;;;;;;;;;;;;;;;;;;;;;;;;;;;;;;;;;;;;;;;;;;;;;;;;;;;;;;;;;;;;;;;;;;;;;;;;;;;;;;;;;;;;;;;;;;;;;;;;;;;;;;;;;;;;;;;;;;;;;;;;;;;;;;;;;;;;;;;;;;;;;;;;;;;;;;;;;;;;;;;;;;;;;;;;;;;;;;;;;;;;;;;;;;;;;;;;;;;;;;;;;;;;;;;;;;;;;;;;;;;; [111, 303, 522, 313]
empty-csv-row: ;;;;;;;;;;;;;;;;;;;;;;;;;;;;;;;;;;;;;;;;;;;;;;;;;;;;;;;;;;;;;;;;;;;;;;;;;;;;;;;;;;;;;;;;;;;;;;;;;;;;;;;;;;;;;;;;;;;;;;;;;;;;;;;;;;;;;;;;;;;;;;;;;;;;;;;;;;;;;;;;;;;;;;;;;;;;;;;;;;;;;;;;;;;;;;;;;;;;;;;;;;;;;;;;;;;;;;;;;;;;;;;;;;;;;;;;;;;;;;;;;;;;;;;;;;;;; [111, 389, 522, 399]
empty-csv-row: ;;;;;;;;;;;;;;;;;;;;;;;;;;;;;;;;;;;;;;;;;;;;;;;;;;;;;;;;;;;;;;;;;;;;;;;;;;;;;;;;;;;;;;;;;;;;;;;;;;;;;;;;;;;;;;;;;;;;;;;;;;;;;;;;;;;;;;;;;;;;;;;;;;;;;;;;;;;;;;;;;;;;;;;;;;;;;;;;;;;;;;;;;;;;;;;;;;;;;;;;;;;;;;;;;;;;;;;;;;;;;;;;;;;;;;;;;;;;;;;;;;;;;;;;;;;;; [111, 755, 522, 765]
empty-csv-row: ;;;;;;;;;;;;;;;;;;;;;;;;;;;;;;;;;;;;;;;;;;;;;;;;;;;;;;;;;;;;;;;;;;;;;;;;;;;;;;;;;;;;;;;;;;;;;;;;;;;;;;;;;;;;;;;;;;;;;;;;;;;;;;;;;;;;;;;;;;;;;;;;;;;;;;;;;;;;;;;;;;;;;;;;;;;;;;;;;;;;;;;;;;;;;;;;;;;;;;;;;;;;;;;;;;;;;;;;;;;;;;;;;;;;;;;;;;;;;;;;;;;;;;;;;;;;; [111, 740, 522, 750]
document-title: document4926515489896177601 [306, 68, 486, 82]
empty-csv-row: ;;;;;;;;;;;;;;;;;;;;;;;;;;;;;;;;;;;;;;;;;;;;;;;;;;;;;;;;;;;;;;;;;;;;;;;;;;;;;;;;;;;;;;;;;;;;;;;;;;;;;;;;;;;;;;;;;;;;;;;;;;;;;;;;;;;;;;;;;;;;;;;;;;;;;;;;;;;;;;;;;;;;;;;;;;;;;;;;;;;;;;;;;;;;;;;;;;;;;;;;;;;;;;;;;;;;;;;;;;;;;;;;;;;;;;;;;;;;;;;;;;;;;;;;;;;;; [111, 560, 522, 570]
empty-csv-row: ;;;;;;;;;;;;;;;;;;;;;;;;;;;;;;;;;;;;;;;;;;;;;;;;;;;;;;;;;;;;;;;;;;;;;;;;;;;;;;;;;;;;;;;;;;;;;;;;;;;;;;;;;;;;;;;;;;;;;;;;;;;;;;;;;;;;;;;;;;;;;;;;;;;;;;;;;;;;;;;;;;;;;;;;;;;;;;;;;;;;;;;;;;;;;;;;;;;;;;;;;;;;;;;;;;;;;;;;;;;;;;;;;;;;;;;;;;;;;;;;;;;;;;;;;;;;; [111, 693, 522, 703]
empty-csv-row: ;;;;;;;;;;;;;;;;;;;;;;;;;;;;;;;;;;;;;;;;;;;;;;;;;;;;;;;;;;;;;;;;;;;;;;;;;;;;;;;;;;;;;;;;;;;;;;;;;;;;;;;;;;;;;;;;;;;;;;;;;;;;;;;;;;;;;;;;;;;;;;;;;;;;;;;;;;;;;;;;;;;;;;;;;;;;;;;;;;;;;;;;;;;;;;;;;;;;;;;;;;;;;;;;;;;;;;;;;;;;;;;;;;;;;;;;;;;;;;;;;;;;;;;;;;;;; [111, 467, 522, 477]
separator-row: ;;;;;;;;;;;;;;;;;;;;;;;;;;;;;;;;;;;;;;;;;;;;;;;;;;;;;;;;;;;;;;;;;;;;;;;;;;;;;;;;;;;;;;;;;;;;;;;;;;;;;;;;;;;;;;;;;;;;;;;;;;;;;;;;;;;;;;;;;;;;;;;;;;;;;;;;;;;;;;;;;;;;;;;;;;;;;;;;;;;;;;;;;;;;;;;;;;;;;; [111, 108, 772, 123]
empty-csv-row: ;;;;;;;;;;;;;;;;;;;;;;;;;;;;;;;;;;;;;;;;;;;;;;;;;;;;;;;;;;;;;;;;;;;;;;;;;;;;;;;;;;;;;;;;;;;;;;;;;;;;;;;;;;;;;;;;;;;;;;;;;;;;;;;;;;;;;;;;;;;;;;;;;;;;;;;;;;;;;;;;;;;;;;;;;;;;;;;;;;;;;;;;;;;;;;;;;;;;;;;;;;;;;;;;;;;;;;;;;;;;;;;;;;;;;;;;;;;;;;;;;;;;;;;;;;;;; [111, 701, 522, 711]
empty-csv-row: ;;;;;;;;;;;;;;;;;;;;;;;;;;;;;;;;;;;;;;;;;;;;;;;;;;;;;;;;;;;;;;;;;;;;;;;;;;;;;;;;;;;;;;;;;;;;;;;;;;;;;;;;;;;;;;;;;;;;;;;;;;;;;;;;;;;;;;;;;;;;;;;;;;;;;;;;;;;;;;;;;;;;;;;;;;;;;;;;;;;;;;;;;;;;;;;;;;;;;;;;;;;;;;;;;;;;;;;;;;;;;;;;;;;;;;;;;;;;;;;;;;;;;;;;;;;;; [111, 482, 522, 492]
empty-csv-row: ;;;;;;;;;;;;;;;;;;;;;;;;;;;;;;;;;;;;;;;;;;;;;;;;;;;;;;;;;;;;;;;;;;;;;;;;;;;;;;;;;;;;;;;;;;;;;;;;;;;;;;;;;;;;;;;;;;;;;;;;;;;;;;;;;;;;;;;;;;;;;;;;;;;;;;;;;;;;;;;;;;;;;;;;;;;;;;;;;;;;;;;;;;;;;;;;;;;;;;;;;;;;;;;;;;;;;;;;;;;;;;;;;;;;;;;;;;;;;;;;;;;;;;;;;;;;; [111, 443, 522, 453]
